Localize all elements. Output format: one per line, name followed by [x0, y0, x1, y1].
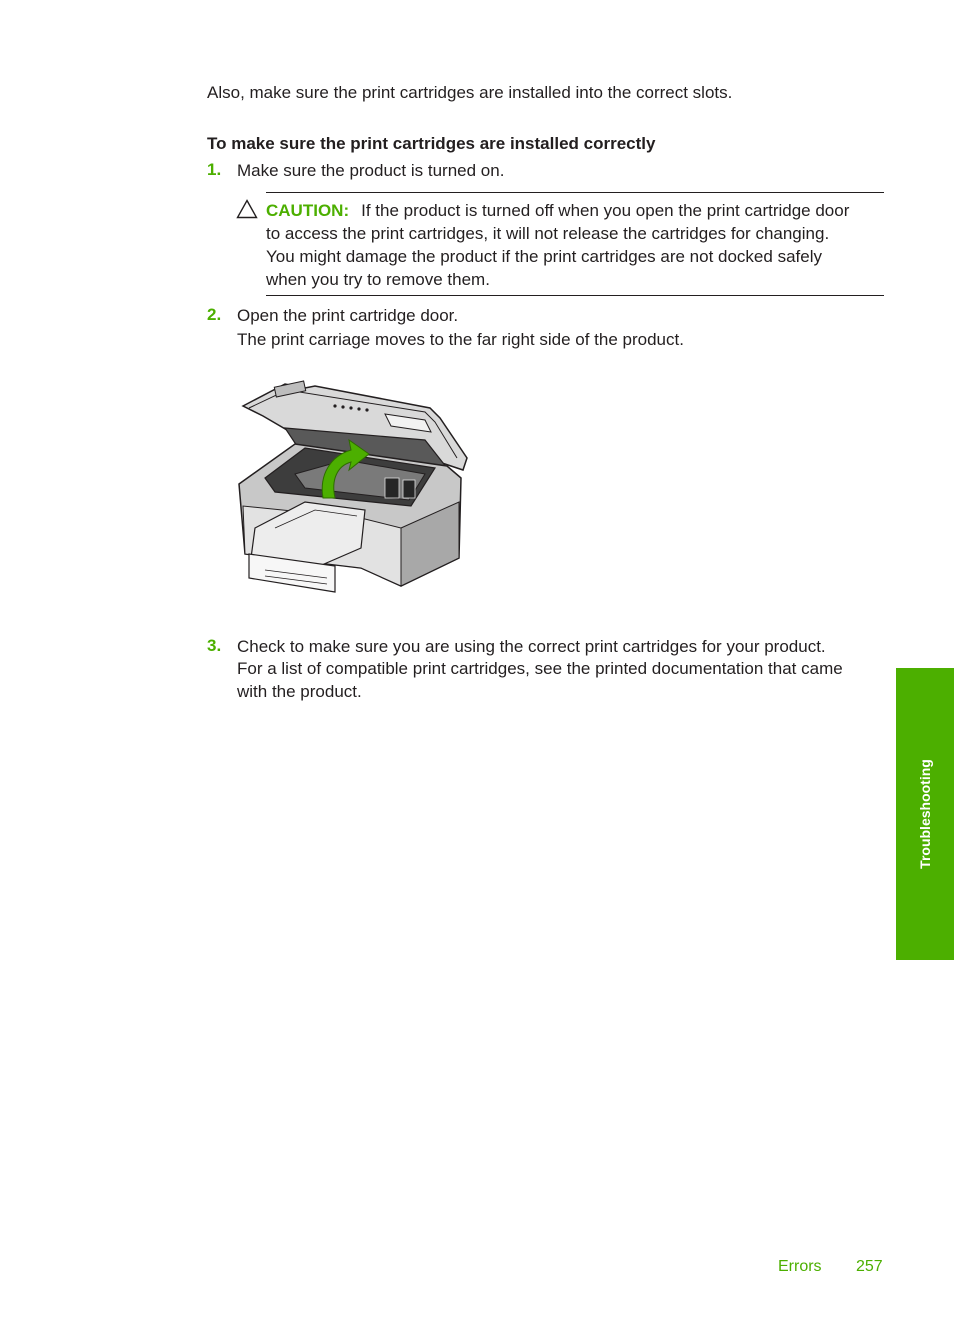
step-2-number: 2.	[207, 305, 222, 324]
procedure-heading: To make sure the print cartridges are installed correctly	[207, 134, 656, 153]
intro-paragraph: Also, make sure the print cartridges are installed into the correct slots.	[207, 83, 733, 102]
step-3-line-2: For a list of compatible print cartridges, see the printed documentation that came	[237, 659, 843, 678]
printer-illustration	[235, 378, 471, 600]
chapter-side-tab	[896, 668, 954, 960]
caution-line-3: You might damage the product if the print cartridges are not docked safely	[266, 247, 822, 266]
caution-line-1: If the product is turned off when you open the print cartridge door	[361, 201, 850, 220]
caution-note	[266, 192, 884, 296]
step-3-line-1: Check to make sure you are using the correct print cartridges for your product.	[237, 637, 826, 656]
step-1-text: Make sure the product is turned on.	[237, 161, 505, 180]
step-1-number: 1.	[207, 160, 222, 179]
page-number: 257	[856, 1258, 883, 1275]
step-2-subtext: The print carriage moves to the far right side of the product.	[237, 330, 684, 349]
footer-section: Errors	[778, 1258, 822, 1275]
caution-icon	[236, 199, 258, 219]
caution-line-4: when you try to remove them.	[266, 270, 490, 289]
side-tab-label: Troubleshooting	[917, 759, 933, 869]
step-2-text: Open the print cartridge door.	[237, 306, 459, 325]
step-3-number: 3.	[207, 636, 222, 655]
caution-line-2: to access the print cartridges, it will not release the cartridges for changing.	[266, 224, 830, 243]
step-3-line-3: with the product.	[237, 682, 362, 701]
caution-label: CAUTION:	[266, 201, 350, 220]
